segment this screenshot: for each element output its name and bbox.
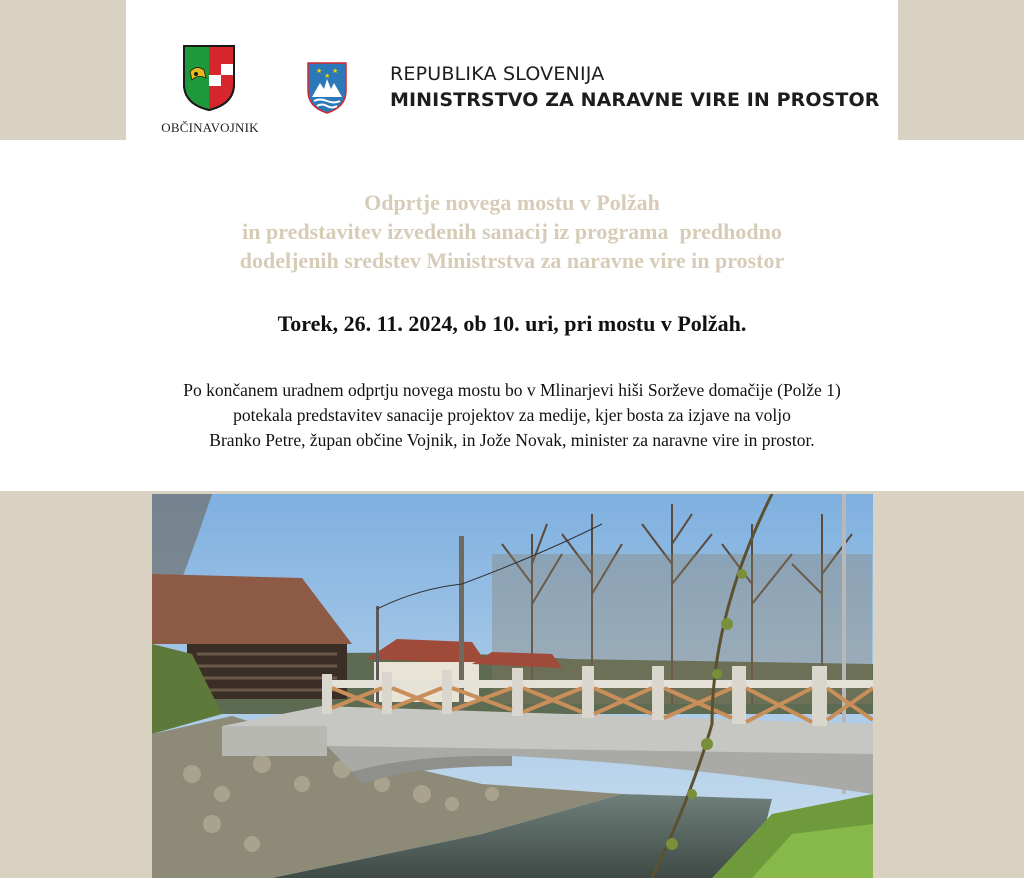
body-line: potekala predstavitev sanacije projektov za medije, kjer bosta za izjave na voljo <box>233 405 791 425</box>
event-title <box>126 188 898 275</box>
letterhead <box>126 0 898 140</box>
republic-name: REPUBLIKA SLOVENIJA <box>390 63 605 85</box>
municipality-name: OBČINAVOJNIK <box>161 120 259 135</box>
slovenia-crest-icon <box>306 61 348 115</box>
title-line: in predstavitev izvedenih sanacij iz programa predhodno <box>242 219 782 244</box>
title-line: dodeljenih sredstev Ministrstva za naravne vire in prostor <box>239 248 785 273</box>
svg-text:★: ★ <box>332 67 339 75</box>
bridge-photo <box>152 494 873 878</box>
ministry-name: MINISTRSTVO ZA NARAVNE VIRE IN PROSTOR <box>390 89 880 111</box>
event-date: Torek, 26. 11. 2024, ob 10. uri, pri mostu v Polžah. <box>277 311 747 336</box>
svg-text:★: ★ <box>316 67 323 75</box>
svg-text:★: ★ <box>324 72 331 80</box>
title-line: Odprtje novega mostu v Polžah <box>364 190 660 215</box>
vojnik-crest-icon <box>182 44 236 112</box>
body-line: Po končanem uradnem odprtju novega mostu bo v Mlinarjevi hiši Sorževe domačije (Polže 1) <box>183 380 841 400</box>
body-line: Branko Petre, župan občine Vojnik, in Jože Novak, minister za naravne vire in prostor. <box>209 430 815 450</box>
beige-band-right <box>898 0 1024 140</box>
event-description <box>126 378 898 453</box>
beige-band-left <box>0 0 126 140</box>
